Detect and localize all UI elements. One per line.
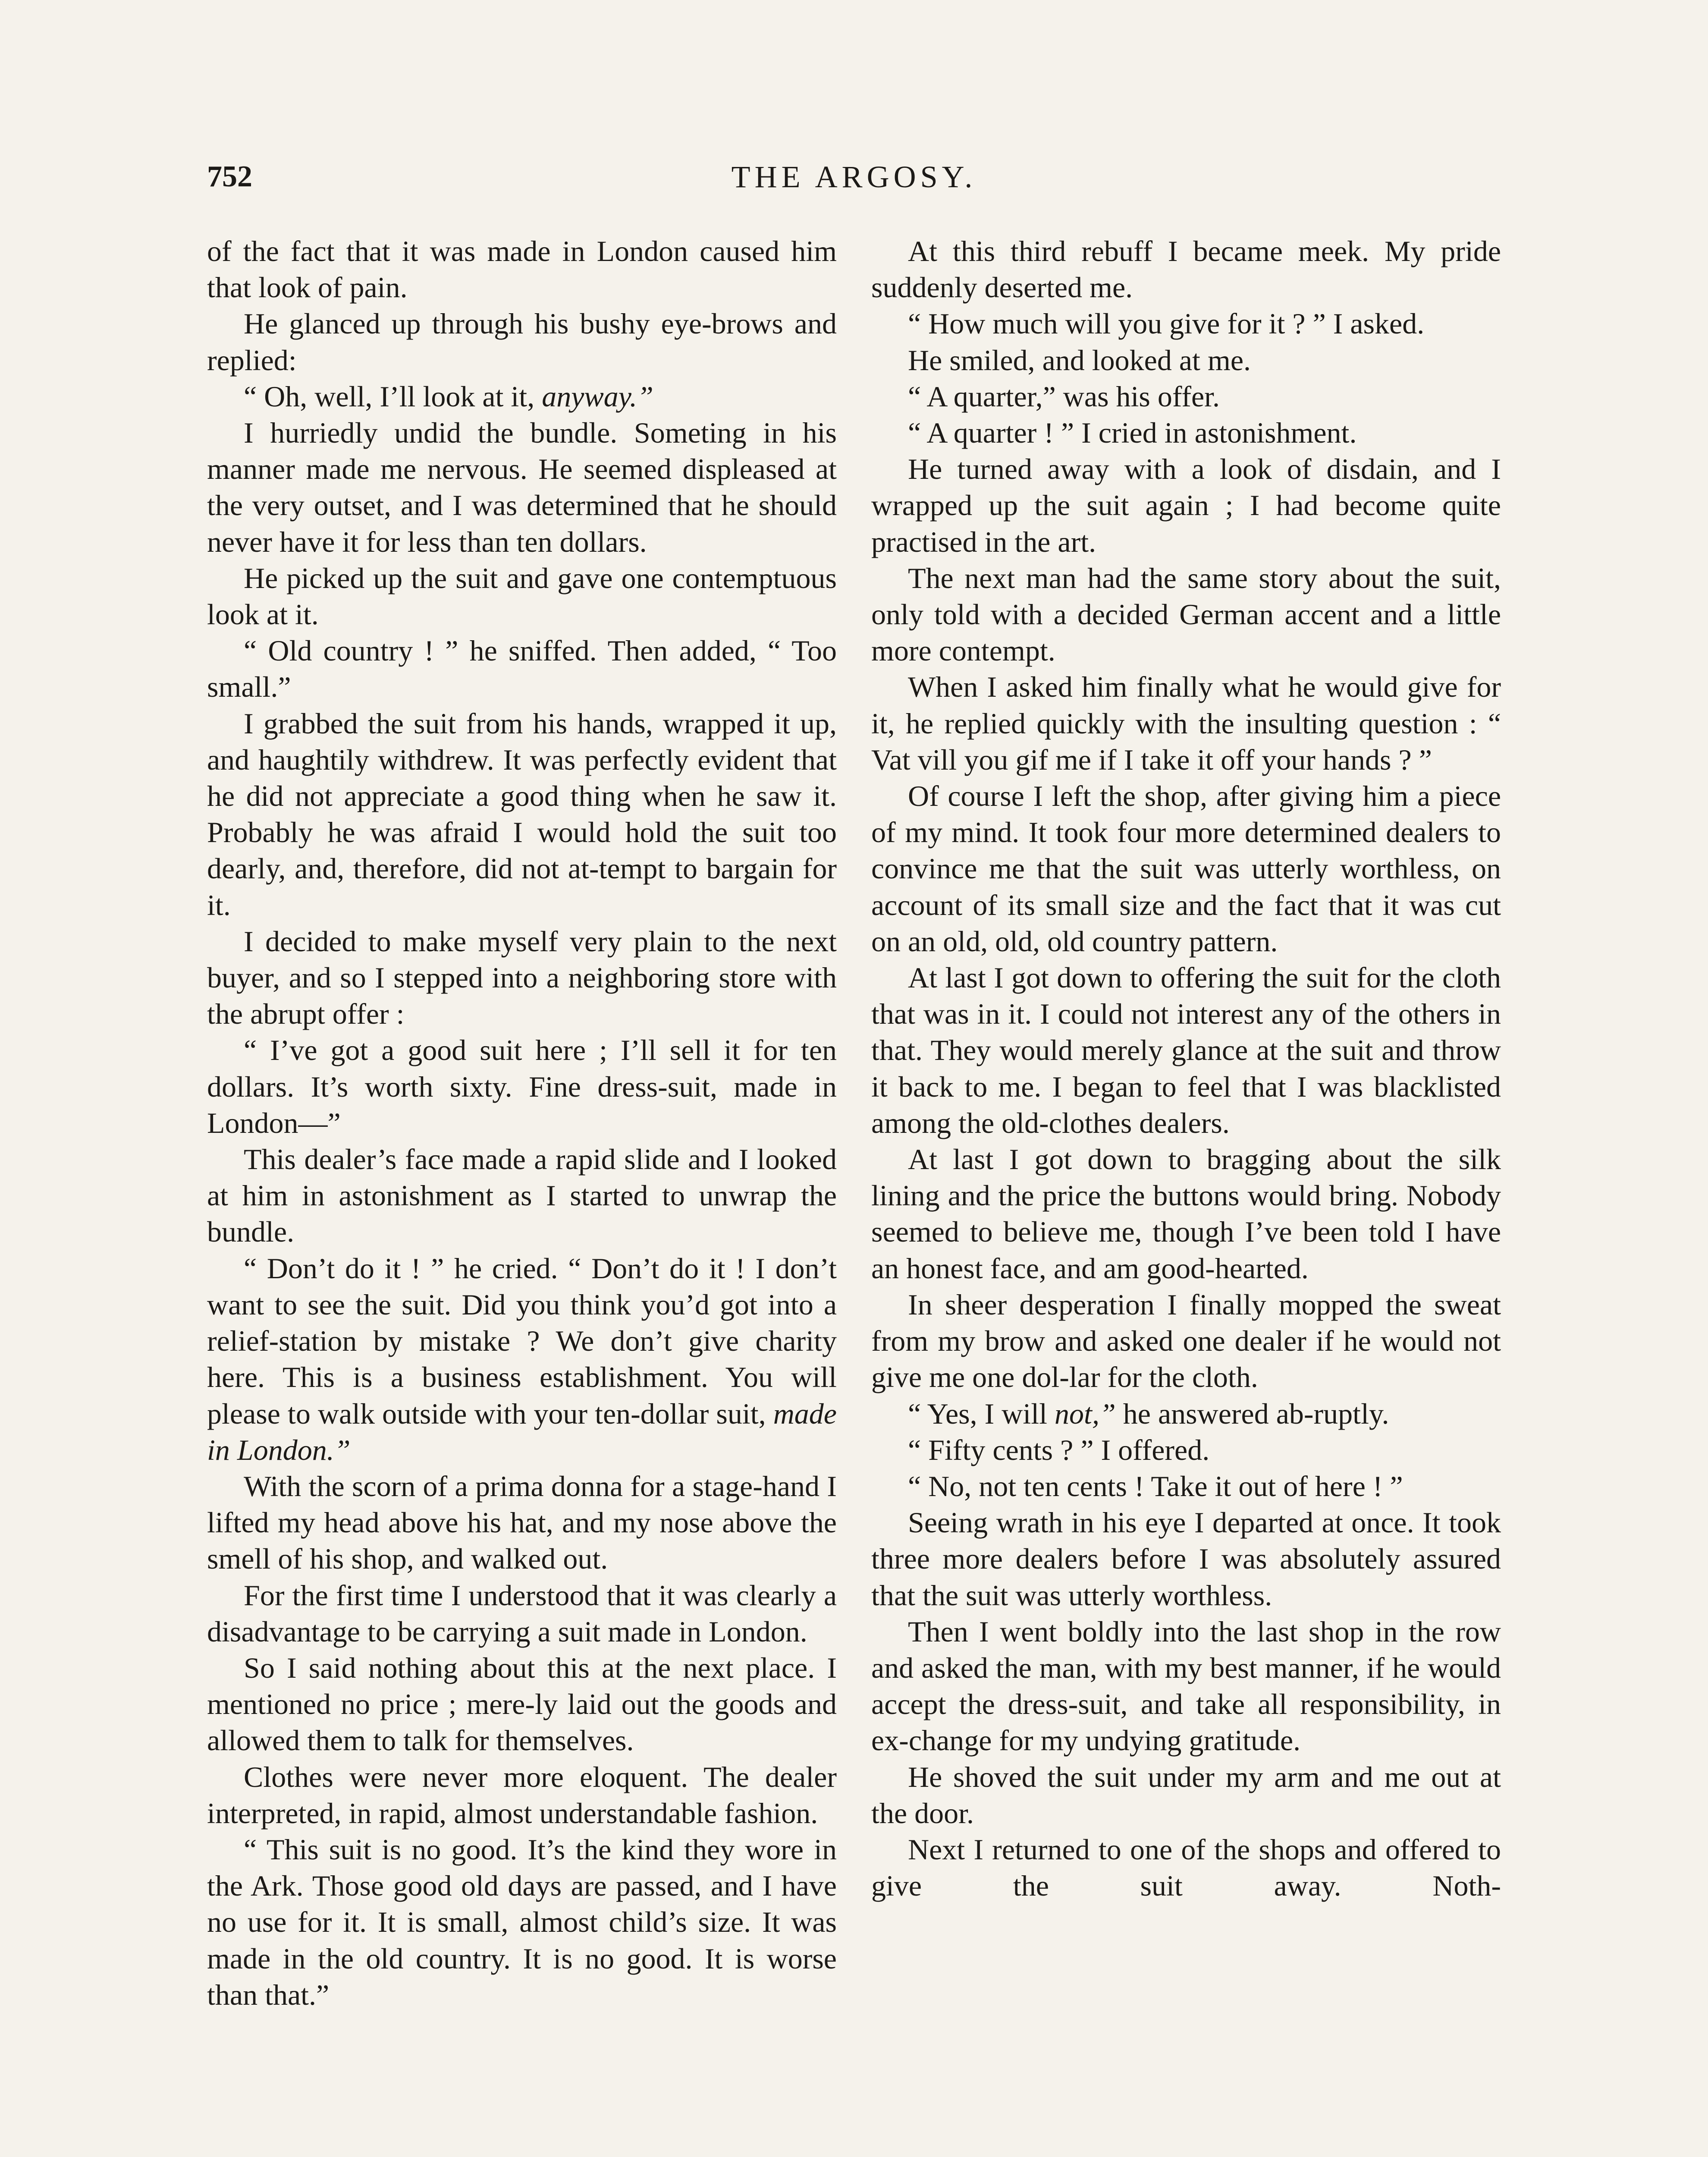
paragraph: “ Fifty cents ? ” I offered. <box>908 1433 1210 1466</box>
page-header <box>207 155 1501 203</box>
paragraph: Clothes were never more eloquent. The dealer interpreted, in rapid, almost understandable fashion. <box>207 1760 837 1830</box>
paragraph: Next I returned to one of the shops and offered to give the suit away. Noth- <box>871 1833 1501 1902</box>
paragraph: He glanced up through his bushy eye-brows and replied: <box>207 307 837 377</box>
paragraph: He smiled, and looked at me. <box>908 343 1251 377</box>
italic-text: made in London.” <box>207 1397 837 1466</box>
paragraph <box>207 1250 837 1468</box>
italic-text: not,” <box>1055 1397 1116 1430</box>
paragraph: At last I got down to offering the suit for the cloth that was in it. I could not interest any of the others in that. They would merely glance at the suit and throw it back to me. I began to feel that I was blacklisted among the old-clothes dealers. <box>871 961 1501 1139</box>
right-column <box>871 233 1501 1904</box>
paragraph: of the fact that it was made in London caused him that look of pain. <box>207 235 837 304</box>
paragraph: When I asked him finally what he would give for it, he replied quickly with the insulting question : “ Vat vill you gif me if I take it off your hands ? ” <box>871 670 1501 776</box>
paragraph: At this third rebuff I became meek. My pride suddenly deserted me. <box>871 235 1501 304</box>
paragraph: So I said nothing about this at the next place. I mentioned no price ; mere-ly laid out the goods and allowed them to talk for themselves. <box>207 1651 837 1757</box>
paragraph: At last I got down to bragging about the silk lining and the price the buttons would bring. Nobody seemed to believe me, though I’ve been told I have an honest face, and am good-hearted. <box>871 1143 1501 1285</box>
paragraph: Seeing wrath in his eye I departed at once. It took three more dealers before I was absolutely assured that the suit was utterly worthless. <box>871 1506 1501 1612</box>
paragraph: Of course I left the shop, after giving him a piece of my mind. It took four more determined dealers to convince me that the suit was utterly worthless, on account of its small size and the fact that it was cut on an old, old, old country pattern. <box>871 780 1501 958</box>
paragraph-text: “ Yes, I will <box>908 1397 1055 1430</box>
paragraph: For the first time I understood that it was clearly a disadvantage to be carrying a suit made in London. <box>207 1578 837 1648</box>
paragraph: In sheer desperation I finally mopped the sweat from my brow and asked one dealer if he would not give me one dol-lar for the cloth. <box>871 1288 1501 1394</box>
page-number: 752 <box>207 160 252 193</box>
paragraph: This dealer’s face made a rapid slide and I looked at him in astonishment as I started to unwrap the bundle. <box>207 1143 837 1248</box>
paragraph: He picked up the suit and gave one contemptuous look at it. <box>207 561 837 631</box>
paragraph: “ This suit is no good. It’s the kind they wore in the Ark. Those good old days are passed, and I have no use for it. It is small, almost child’s size. It was made in the old country. It is no good. It is worse than that.” <box>207 1833 837 2011</box>
paragraph: “ No, not ten cents ! Take it out of here ! ” <box>908 1469 1403 1503</box>
paragraph <box>871 1396 1501 1432</box>
paragraph: The next man had the same story about the suit, only told with a decided German accent and a little more contempt. <box>871 561 1501 667</box>
paragraph: He shoved the suit under my arm and me out at the door. <box>871 1760 1501 1830</box>
paragraph <box>207 378 837 415</box>
paragraph: I decided to make myself very plain to the next buyer, and so I stepped into a neighboring store with the abrupt offer : <box>207 924 837 1031</box>
paragraph: “ A quarter ! ” I cried in astonishment. <box>908 416 1357 450</box>
paragraph: “ Old country ! ” he sniffed. Then added, “ Too small.” <box>207 634 837 704</box>
paragraph-text: “ Oh, well, I’ll look at it, <box>244 380 542 413</box>
paragraph: I grabbed the suit from his hands, wrapped it up, and haughtily withdrew. It was perfectly evident that he did not appreciate a good thing when he saw it. Probably he was afraid I would hold the suit too dearly, and, therefore, did not at-tempt to bargain for it. <box>207 707 837 921</box>
paragraph: Then I went boldly into the last shop in the row and asked the man, with my best manner, if he would accept the dress-suit, and take all responsibility, in ex-change for my undying gratitude. <box>871 1615 1501 1757</box>
paragraph-text: he answered ab-ruptly. <box>1115 1397 1389 1430</box>
left-column <box>207 233 837 2013</box>
italic-text: anyway.” <box>542 380 653 413</box>
paragraph: “ How much will you give for it ? ” I asked. <box>908 307 1425 340</box>
paragraph: He turned away with a look of disdain, and I wrapped up the suit again ; I had become quite practised in the art. <box>871 453 1501 558</box>
paragraph: I hurriedly undid the bundle. Someting in his manner made me nervous. He seemed displeased at the very outset, and I was determined that he should never have it for less than ten dollars. <box>207 416 837 558</box>
running-head: THE ARGOSY. <box>731 160 977 194</box>
paragraph: “ A quarter,” was his offer. <box>908 380 1220 413</box>
paragraph: “ I’ve got a good suit here ; I’ll sell it for ten dollars. It’s worth sixty. Fine dress-suit, made in London—” <box>207 1034 837 1139</box>
paragraph: With the scorn of a prima donna for a stage-hand I lifted my head above his hat, and my nose above the smell of his shop, and walked out. <box>207 1469 837 1575</box>
paragraph-text: “ Don’t do it ! ” he cried. “ Don’t do it ! I don’t want to see the suit. Did you think you’d got into a relief-station by mistake ? We don’t give charity here. This is a business establishment. You will please to walk outside with your ten-dollar suit, <box>207 1251 837 1430</box>
